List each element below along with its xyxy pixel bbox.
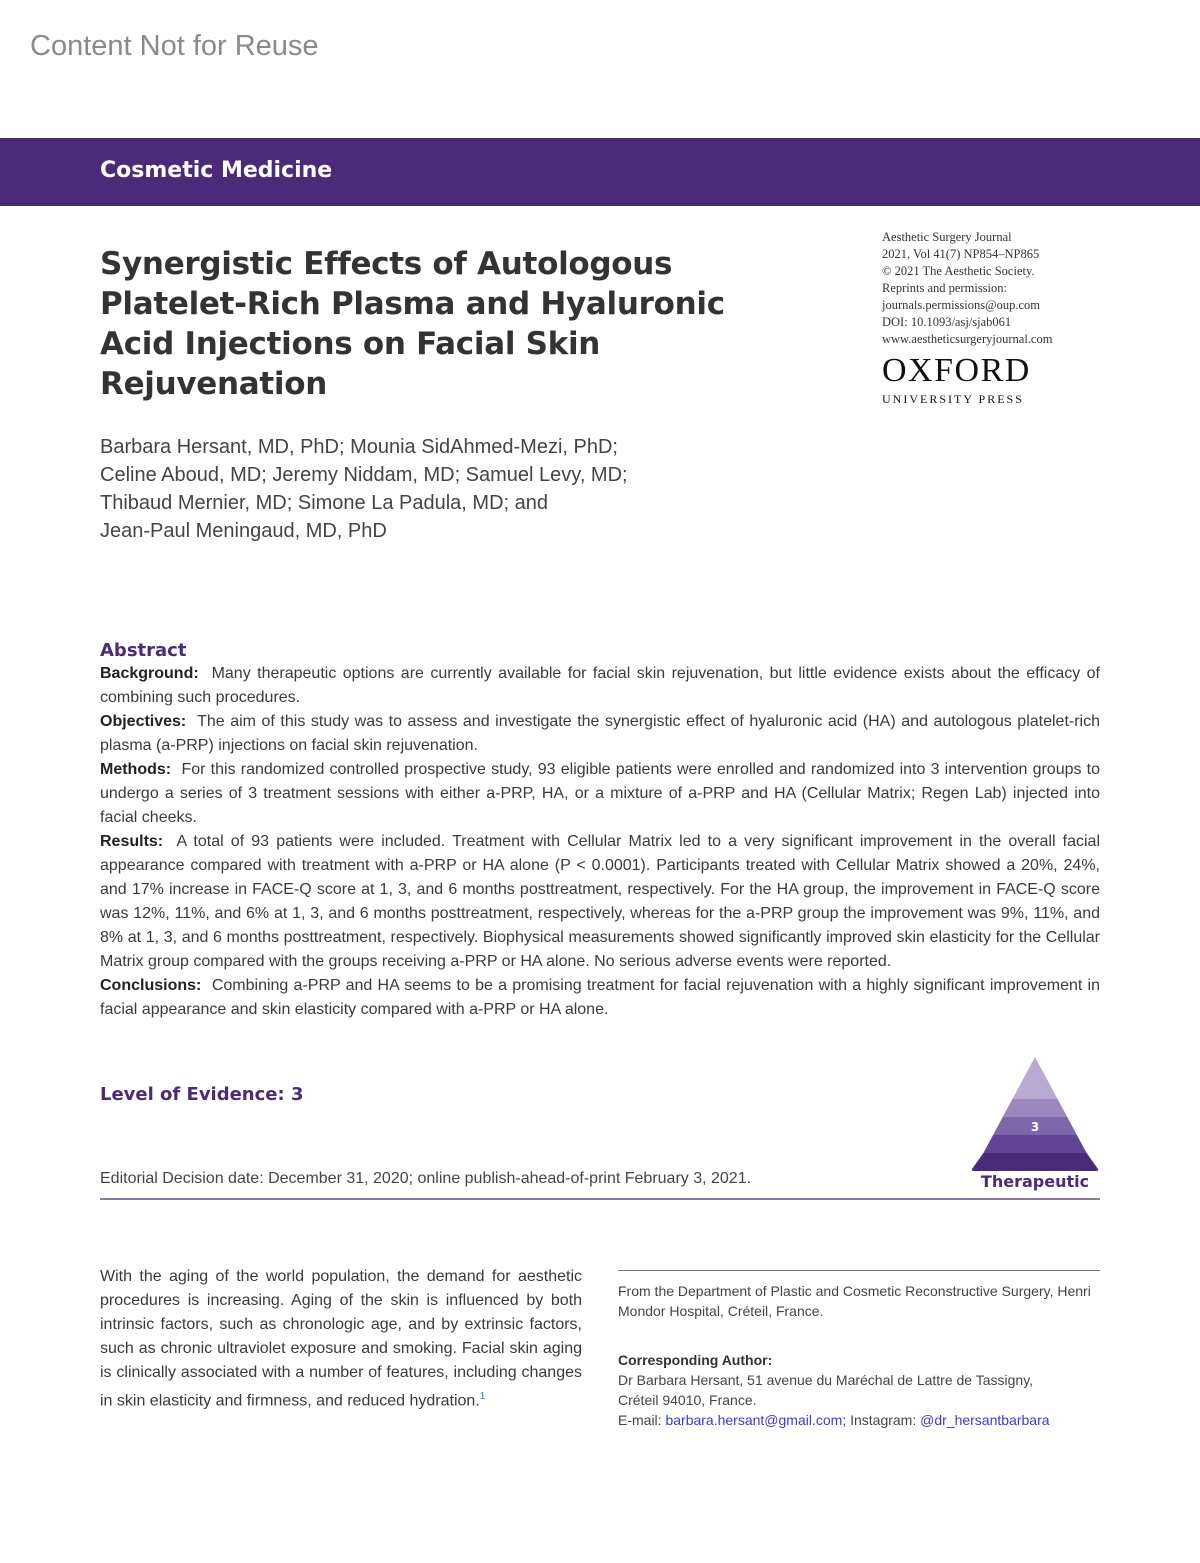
abstract-text: Combining a-PRP and HA seems to be a promising treatment for facial rejuvenation with a highly significant improvement in facial appearance and skin elasticity compared with a-PRP or HA alone.: [100, 977, 1101, 1018]
watermark-text: Content Not for Reuse: [30, 30, 319, 62]
reference-link[interactable]: 1: [479, 1391, 486, 1402]
contact-line: [618, 1410, 1100, 1430]
author-line: Celine Aboud, MD; Jeremy Niddam, MD; Samuel Levy, MD;: [100, 464, 628, 486]
evidence-type-label: Therapeutic: [980, 1172, 1090, 1191]
article-title: Synergistic Effects of Autologous Platelet-Rich Plasma and Hyaluronic Acid Injections on Facial Skin Rejuvenation: [100, 246, 725, 402]
journal-copyright: © 2021 The Aesthetic Society.: [882, 264, 1035, 278]
oxford-logo-text: OXFORD: [882, 352, 1031, 389]
journal-name: Aesthetic Surgery Journal: [882, 230, 1012, 244]
instagram-link[interactable]: @dr_hersantbarbara: [920, 1412, 1050, 1428]
address-line: Créteil 94010, France.: [618, 1392, 757, 1408]
level-of-evidence: Level of Evidence: 3: [100, 1084, 304, 1105]
pyramid-level-number: 3: [1030, 1120, 1040, 1134]
abstract: [100, 640, 1100, 1022]
footnote-divider: [618, 1270, 1100, 1271]
evidence-pyramid-icon: [968, 1057, 1102, 1171]
abstract-objectives: [100, 710, 1100, 758]
journal-reprints: Reprints and permission:: [882, 281, 1007, 295]
section-label: Cosmetic Medicine: [100, 158, 333, 183]
address-line: Dr Barbara Hersant, 51 avenue du Maréchal de Lattre de Tassigny,: [618, 1372, 1034, 1388]
journal-permissions-email[interactable]: journals.permissions@oup.com: [882, 298, 1041, 312]
author-line: Jean-Paul Meningaud, MD, PhD: [100, 520, 387, 542]
pyramid-tier-2: [1003, 1099, 1068, 1117]
affiliation-note: From the Department of Plastic and Cosmetic Reconstructive Surgery, Henri Mondor Hospital, Créteil, France.: [618, 1283, 1091, 1319]
intro-paragraph: [100, 1265, 582, 1413]
pyramid-tier-5: [972, 1153, 1099, 1171]
oxford-logo-subtext: UNIVERSITY PRESS: [882, 392, 1024, 406]
author-line: Thibaud Mernier, MD; Simone La Padula, MD; and: [100, 492, 548, 514]
corresponding-author-heading: Corresponding Author:: [618, 1352, 773, 1368]
abstract-text: Many therapeutic options are currently available for facial skin rejuvenation, but little evidence exists about the efficacy of combining such procedures.: [100, 665, 1101, 706]
instagram-label: ; Instagram:: [842, 1412, 921, 1428]
author-line: Barbara Hersant, MD, PhD; Mounia SidAhmed-Mezi, PhD;: [100, 436, 618, 458]
editorial-decision-date: Editorial Decision date: December 31, 2020; online publish-ahead-of-print February 3, 2021.: [100, 1170, 752, 1187]
abstract-methods: [100, 758, 1100, 830]
corresponding-author: [618, 1350, 1100, 1430]
pyramid-tier-4: [983, 1135, 1086, 1153]
abstract-label: Background:: [100, 665, 199, 682]
abstract-text: A total of 93 patients were included. Treatment with Cellular Matrix led to a very significant improvement in the overall facial appearance compared with treatment with a-PRP or HA alone (P < 0.0001). Participants treated with Cellular Matrix showed a 20%, 24%, and 17% increase in FACE-Q score at 1, 3, and 6 months posttreatment, respectively. For the HA group, the improvement in FACE-Q score was 12%, 11%, and 6% at 1, 3, and 6 months posttreatment, respectively, whereas for the a-PRP group the improvement was 9%, 11%, and 8% at 1, 3, and 6 months posttreatment, respectively. Biophysical measurements showed significantly improved skin elasticity for the Cellular Matrix group compared with the groups receiving a-PRP or HA alone. No serious adverse events were reported.: [100, 833, 1101, 970]
section-banner: [0, 138, 1200, 206]
oxford-logo: [882, 352, 1057, 407]
abstract-text: For this randomized controlled prospective study, 93 eligible patients were enrolled and randomized into 3 intervention groups to undergo a series of 3 treatment sessions with either a-PRP, HA, or a mixture of a-PRP and HA (Cellular Matrix; Regen Lab) injected into facial cheeks.: [100, 761, 1101, 826]
section-divider: [100, 1198, 1100, 1200]
pyramid-tier-1: [1012, 1057, 1057, 1099]
abstract-background: [100, 662, 1100, 710]
abstract-heading: Abstract: [100, 640, 187, 661]
abstract-label: Methods:: [100, 761, 172, 778]
abstract-label: Results:: [100, 833, 164, 850]
abstract-conclusions: [100, 974, 1100, 1022]
abstract-results: [100, 830, 1100, 974]
journal-volume: 2021, Vol 41(7) NP854–NP865: [882, 247, 1040, 261]
email-link[interactable]: barbara.hersant@gmail.com: [665, 1412, 843, 1428]
email-label: E-mail:: [618, 1412, 666, 1428]
journal-info: [882, 229, 1112, 348]
abstract-text: The aim of this study was to assess and investigate the synergistic effect of hyaluronic acid (HA) and autologous platelet-rich plasma (a-PRP) injections on facial skin rejuvenation.: [100, 713, 1100, 754]
journal-website[interactable]: www.aestheticsurgeryjournal.com: [882, 332, 1053, 346]
abstract-label: Conclusions:: [100, 977, 202, 994]
author-list: [100, 433, 740, 545]
abstract-label: Objectives:: [100, 713, 187, 730]
journal-doi[interactable]: DOI: 10.1093/asj/sjab061: [882, 315, 1012, 329]
intro-text: With the aging of the world population, the demand for aesthetic procedures is increasing. Aging of the skin is influenced by both intrinsic factors, such as chronologic age, and by extrinsic factors, such as chronic ultraviolet exposure and smoking. Facial skin aging is clinically associated with a number of features, including changes in skin elasticity and firmness, and reduced hydration.: [100, 1268, 582, 1410]
